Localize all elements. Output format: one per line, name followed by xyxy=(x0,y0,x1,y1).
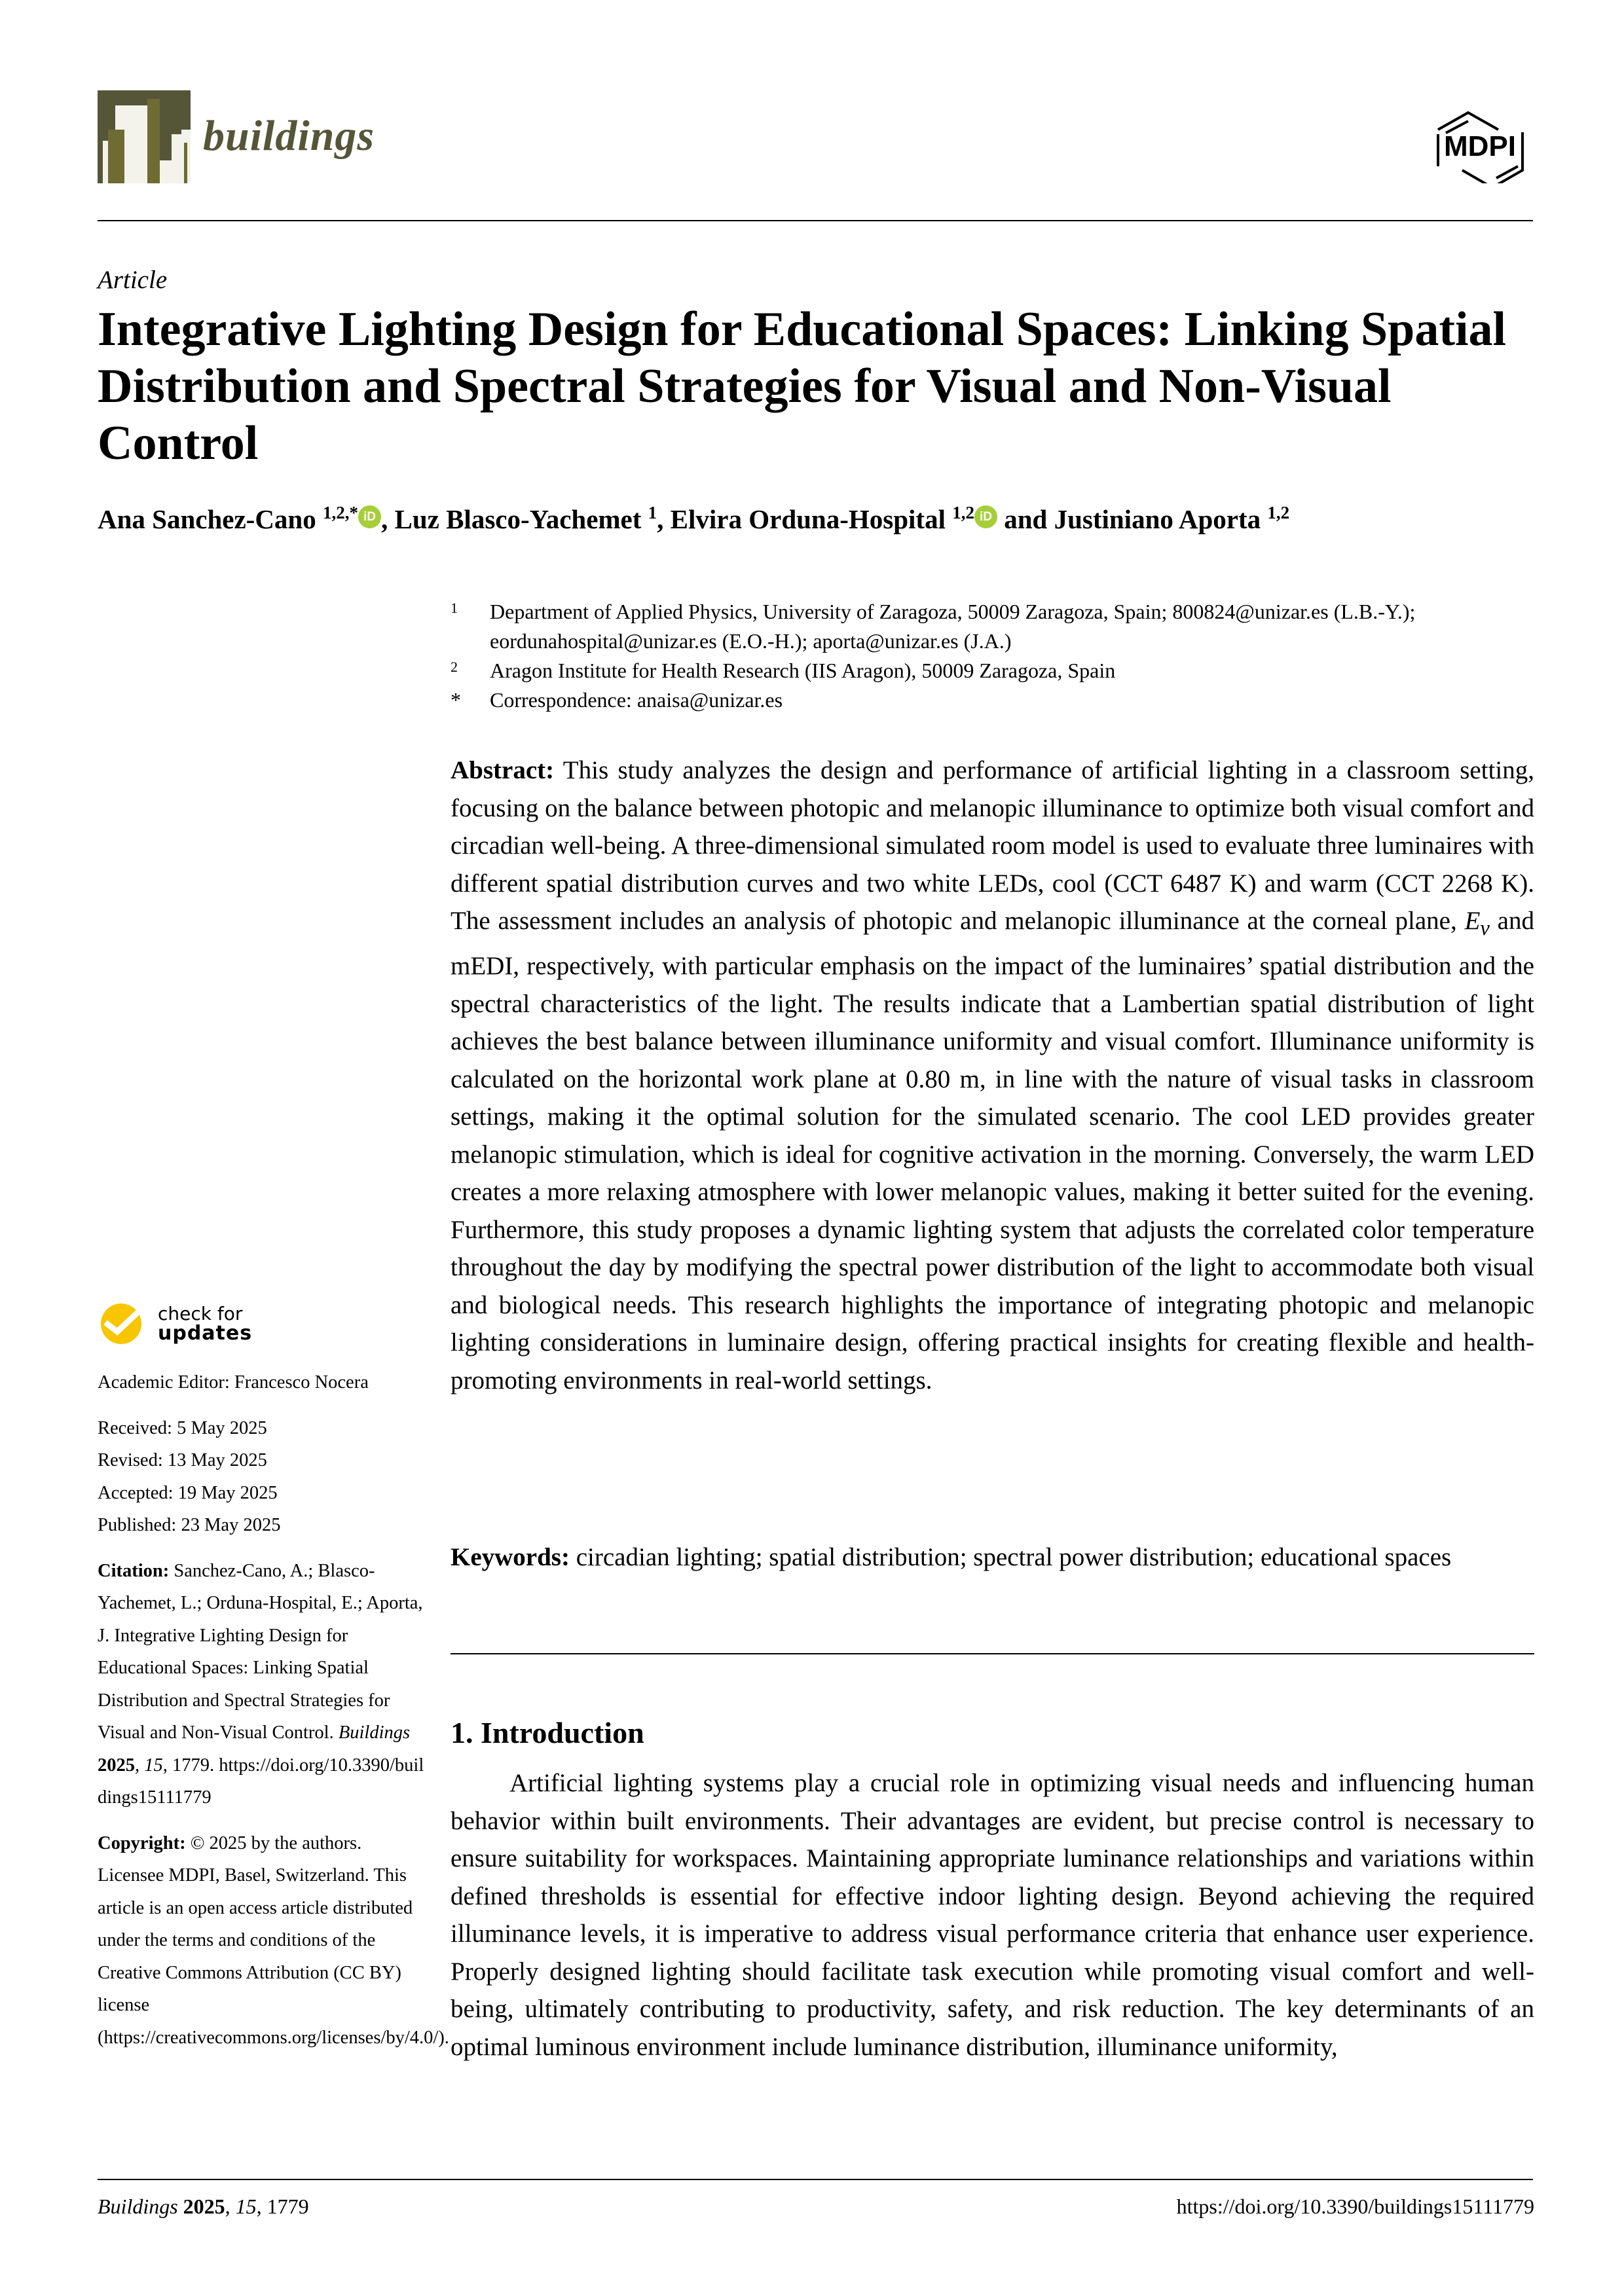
header-divider xyxy=(98,220,1533,221)
author-affiliation-mark: 1,2 xyxy=(1267,503,1290,522)
date-revised: Revised: 13 May 2025 xyxy=(98,1450,267,1470)
check-badge-icon xyxy=(98,1303,147,1345)
author-name: Ana Sanchez-Cano xyxy=(98,504,316,534)
affiliation-item xyxy=(451,597,1538,656)
paper-title: Integrative Lighting Design for Educational Spaces: Linking Spatial Distribution and Spectral Strategies for Visual and Non-Visual Control xyxy=(98,302,1507,470)
intro-paragraph: Artificial lighting systems play a crucial role in optimizing visual needs and influencing human behavior within built environments. Their advantages are evident, but precise control is necessary to ensure suitability for workspaces. Maintaining appropriate luminance relationships and variations within defined thresholds is essential for effective indoor lighting design. Beyond achieving the required illuminance levels, it is imperative to address visual performance criteria that enhance user experience. Properly designed lighting should facilitate task execution while promoting visual comfort and well-being, ultimately contributing to productivity, safety, and risk reduction. The key determinants of an optimal luminous environment include luminance distribution, illuminance uniformity, xyxy=(451,1769,1534,2061)
affiliation-text: Department of Applied Physics, University of Zaragoza, 50009 Zaragoza, Spain; 800824@unizar.es (L.B.-Y.); eordunahospital@unizar.es (E.O.-H.); aporta@unizar.es (J.A.) xyxy=(490,600,1416,653)
affiliations xyxy=(451,597,1538,715)
author-name: Justiniano Aporta xyxy=(1054,504,1261,534)
author-name: Elvira Orduna-Hospital xyxy=(670,504,946,534)
footer-citation: Buildings 2025, 15, 1779 xyxy=(98,2195,309,2218)
abstract-label: Abstract: xyxy=(451,756,555,784)
citation-doi-link[interactable]: https://doi.org/10.3390/buildings15111779 xyxy=(98,1755,424,1808)
author-list: Ana Sanchez-Cano $^{1,2,*}$ iD , Luz Blasco-Yachemet $^1$, Elvira Orduna-Hospital $^{1,2}$ iD and Justiniano Aporta $^{1,2}$ xyxy=(98,503,1290,534)
article-type: Article xyxy=(98,266,168,294)
journal-logo-icon xyxy=(98,90,191,183)
affiliation-item xyxy=(451,656,1538,685)
date-received: Received: 5 May 2025 xyxy=(98,1417,267,1438)
svg-text:MDPI: MDPI xyxy=(1444,130,1516,162)
affiliation-text: Aragon Institute for Health Research (IIS Aragon), 50009 Zaragoza, Spain xyxy=(490,659,1116,682)
section-divider xyxy=(451,1653,1534,1654)
academic-editor: Academic Editor: Francesco Nocera xyxy=(98,1372,369,1393)
affiliation-mark: 1 xyxy=(451,600,458,616)
citation-block: Citation: Sanchez-Cano, A.; Blasco-Yachemet, L.; Orduna-Hospital, E.; Aporta, J. Integrative Lighting Design for Educational Spaces: Linking Spatial Distribution and Spectral Strategies for Visual and Non-Visual Control. Buildings 2025, 15, 1779. https://doi.org/10.3390/buildings15111779 xyxy=(98,1560,424,1808)
abstract: Abstract: This study analyzes the design and performance of artificial lighting in a classroom setting, focusing on the balance between photopic and melanopic illuminance to optimize both visual comfort and circadian well-being. A three-dimensional simulated room model is used to evaluate three luminaires with different spatial distribution curves and two white LEDs, cool (CCT 6487 K) and warm (CCT 2268 K). The assessment includes an analysis of photopic and melanopic illuminance at the corneal plane, $E_v$ and mEDI, respectively, with particular emphasis on the impact of the luminaires’ spatial distribution and the spectral characteristics of the light. The results indicate that a Lambertian spatial distribution of light achieves the best balance between illuminance uniformity and visual comfort. Illuminance uniformity is calculated on the horizontal work plane at 0.80 m, in line with the nature of visual tasks in classroom settings, making it the optimal solution for the simulated scenario. The cool LED provides greater melanopic stimulation, which is ideal for cognitive activation in the morning. Conversely, the warm LED creates a more relaxing atmosphere with lower melanopic values, making it better suited for the evening. Furthermore, this study proposes a dynamic lighting system that adjusts the correlated color temperature throughout the day by modifying the spectral power distribution of the light to accommodate both visual and biological needs. This research highlights the importance of integrating photopic and melanopic lighting considerations in luminaire design, offering practical insights for creating flexible and health-promoting environments in real-world settings. xyxy=(451,756,1534,1394)
keywords-label: Keywords: xyxy=(451,1543,570,1571)
correspondence-text: Correspondence: anaisa@unizar.es xyxy=(490,688,783,712)
section-heading: 1. Introduction xyxy=(451,1716,644,1749)
affiliation-item xyxy=(451,685,1538,715)
ev-symbol: E xyxy=(1464,907,1481,935)
author-affiliation-mark: 1 xyxy=(648,503,657,522)
author-name: Luz Blasco-Yachemet xyxy=(394,504,642,534)
check-for-updates-button[interactable]: check for updates xyxy=(98,1303,425,1345)
author-affiliation-mark: 1,2,* xyxy=(322,503,358,522)
sidebar-metadata xyxy=(98,1303,449,2054)
orcid-icon[interactable]: iD xyxy=(358,505,381,528)
copyright-block: Copyright: © 2025 by the authors. Licensee MDPI, Basel, Switzerland. This article is an open access article distributed under the terms and conditions of the Creative Commons Attribution (CC BY) license (https://creativecommons.org/licenses/by/4.0/). xyxy=(98,1832,449,2048)
keywords: Keywords: circadian lighting; spatial distribution; spectral power distribution; educational spaces xyxy=(451,1543,1452,1571)
footer-doi-link[interactable]: https://doi.org/10.3390/buildings15111779 xyxy=(1176,2195,1534,2218)
affiliation-mark: 2 xyxy=(451,659,458,675)
author-affiliation-mark: 1,2 xyxy=(952,503,974,522)
date-published: Published: 23 May 2025 xyxy=(98,1515,281,1535)
date-accepted: Accepted: 19 May 2025 xyxy=(98,1482,278,1503)
journal-name: buildings xyxy=(203,112,375,160)
footer-divider xyxy=(98,2179,1533,2180)
mdpi-logo-icon xyxy=(1408,105,1536,183)
orcid-icon[interactable]: iD xyxy=(974,505,997,528)
affiliation-mark: * xyxy=(451,688,461,712)
citation-label: Citation: xyxy=(98,1560,170,1581)
copyright-label: Copyright: xyxy=(98,1832,186,1853)
